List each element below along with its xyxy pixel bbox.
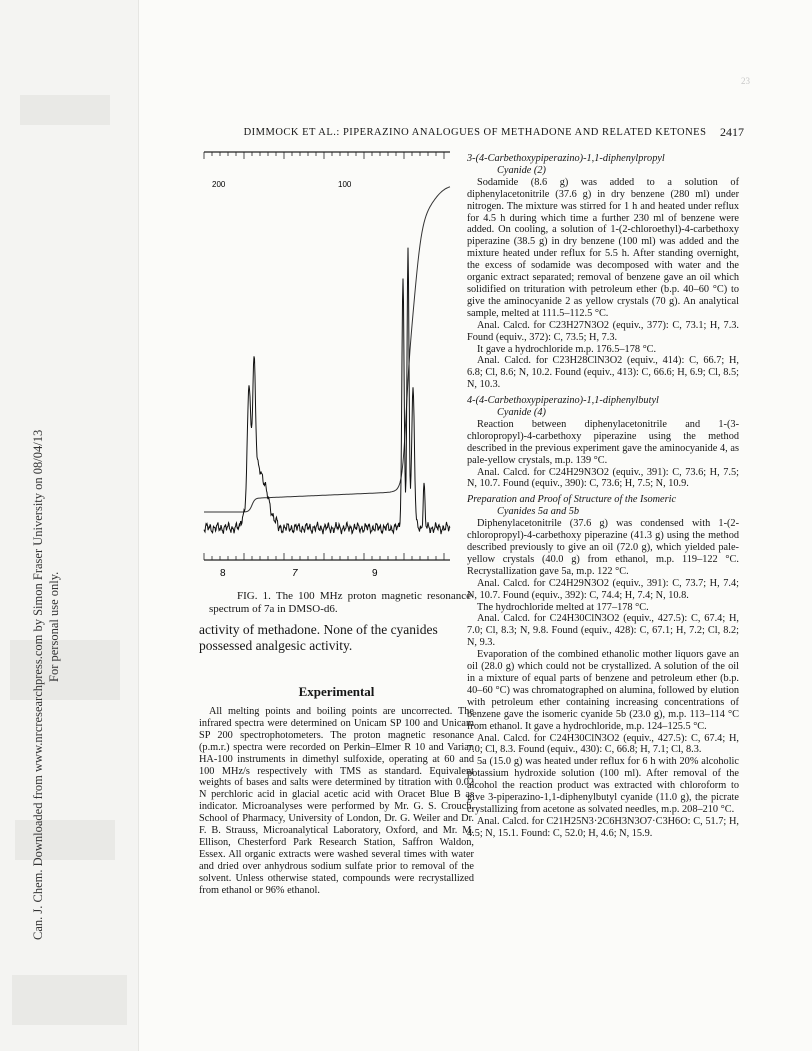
spectrum-trace [204,248,450,535]
corner-mark: 23 [741,76,750,86]
chemical-shift-axis [204,553,450,560]
cyanide-2-hydrochloride-analysis: Anal. Calcd. for C23H28ClN3O2 (equiv., 414): C, 66.7; H, 6.8; Cl, 8.6; N, 10.2. Found (equiv., 413): C, 66.6; H, 6.9; Cl, 8.5; N, 10.3. [467,355,739,391]
picrate-analysis: Anal. Calcd. for C21H25N3·2C6H3N3O7·C3H6O: C, 51.7; H, 4.5; N, 15.1. Found: C, 52.0; H, 4.6; N, 15.9. [467,815,739,839]
personal-use-line: For personal use only. [47,571,61,682]
top-scale-label-100: 100 [338,180,352,189]
isomer-5b-analysis: Anal. Calcd. for C24H30ClN3O2 (equiv., 427.5): C, 67.4; H, 7.0; Cl, 8.3. Found (equiv., 430): C, 66.8; H, 7.1; Cl, 8.3. [467,732,739,756]
isomer-5a-hydrochloride: The hydrochloride melted at 177–178 °C. [477,601,649,613]
tau-axis-label-9: 9 [372,568,378,579]
top-scale-label-200: 200 [212,180,226,189]
hydrolysis-procedure: 5a (15.0 g) was heated under reflux for 6 h with 20% alcoholic potassium hydroxide solution (100 ml). After removal of the alcohol the reaction product was extracted with chloroform to give 3-piperazino-1,1-diphenylbutyl cyanide (11.0 g), the picrate crystallizing from acetone as solvated needles, m.p. 208–210 °C. [467,756,739,815]
section-title-cyanide-4-a: 4-(4-Carbethoxypiperazino)-1,1-diphenylbutyl [467,395,659,407]
cyanide-2-procedure: Sodamide (8.6 g) was added to a solution of diphenylacetonitrile (37.6 g) in dry benzene (280 ml) under nitrogen. The mixture was stirred for 1 h and heated under reflux for 4.5 h during which time a further 230 ml of benzene were added. On cooling, a solution of 1-(2-chloroethyl)-4-carbethoxy piperazine (38.5 g) in dry benzene (100 ml) was added and the mixture heated under reflux for 5.5 h. After standing overnight, the excess of sodamide was decomposed with water and the organic extract separated; removal of benzene gave an oil which solidified on trituration with petroleum ether (b.p. 40–60 °C) to give the aminocyanide 2 as yellow crystals (70 g). An analytical sample, melted at 111.5–112.5 °C. [467,176,739,319]
right-column [467,153,739,840]
section-title-isomers-b: Cyanides 5a and 5b [497,506,580,518]
isomer-5a-hydrochloride-analysis: Anal. Calcd. for C24H30ClN3O2 (equiv., 427.5): C, 67.4; H, 7.0; Cl, 8.3; N, 9.8. Found (equiv., 428): C, 67.1; H, 7.2; Cl, 8.2; N, 9.3. [467,613,739,649]
running-title: DIMMOCK ET AL.: PIPERAZINO ANALOGUES OF METHADONE AND RELATED KETONES [243,127,707,138]
experimental-paragraph: All melting points and boiling points are uncorrected. The infrared spectra were determined on Unicam SP 100 and Unicam SP 200 spectrophotometers. The proton magnetic resonance (p.m.r.) spectra were recorded on Perkin–Elmer R 10 and Varian HA-100 instruments in dimethyl sulfoxide, operating at 60 and 100 MHz/s respectively with TMS as standard. Equivalent weights of bases and salts were determined by titration with 0.02 N perchloric acid in glacial acetic acid with Oracet Blue B as indicator. Microanalyses were performed by Mr. G. S. Crouch, School of Pharmacy, University of London, Dr. G. Weiler and Dr. F. B. Strauss, Microanalytical Laboratory, Oxford, and Mr. M. Ellison, Chesterford Park Research Station, Saffron Waldon, Essex. All organic extracts were washed several times with water and dried over anhydrous sodium sulfate prior to removal of the solvent. Unless otherwise stated, compounds were recrystallized from ethanol or 96% ethanol. [199,706,474,896]
tau-axis-label-7: 7 [292,568,298,579]
isomer-5a-analysis: Anal. Calcd. for C24H29N3O2 (equiv., 391): C, 73.7; H, 7.4; N, 10.7. Found (equiv., 392): C, 74.4; H, 7.4; N, 10.8. [467,577,739,601]
cyanide-2-hydrochloride: It gave a hydrochloride m.p. 176.5–178 °C. [477,343,657,355]
integral-curve [204,187,450,512]
intro-tail-text: activity of methadone. None of the cyanides possessed analgesic activity. [199,622,438,653]
isomer-5b-procedure: Evaporation of the combined ethanolic mother liquors gave an oil (28.0 g) which could not be crystallized. A solution of the oil in a mixture of equal parts of benzene and petroleum ether (b.p. 40–60 °C) was chromatographed on alumina, followed by elution with petroleum ether containing increasing concentrations of benzene gave the isomeric cyanide 5b (23.0 g), m.p. 113–114 °C from ethanol. It gave a hydrochloride, m.p. 124–125.5 °C. [467,649,739,732]
isomers-procedure: Diphenylacetonitrile (37.6 g) was condensed with 1-(2-chloropropyl)-4-carbethoxy piperazine (41.3 g) using the method described previously to give an oil (72.0 g), which yielded pale-yellow crystals (40.0 g) from ethanol, m.p. 119–122 °C. Recrystallization gave 5a, m.p. 122 °C. [467,518,739,577]
section-title-cyanide-4-b: Cyanide (4) [497,407,546,419]
experimental-heading: Experimental [298,684,375,699]
section-title-cyanide-2-b: Cyanide (2) [497,164,546,176]
download-notice [30,430,62,940]
top-frequency-scale [204,152,450,159]
section-title-isomers-a: Preparation and Proof of Structure of the Isomeric [467,494,677,506]
download-source-line: Can. J. Chem. Downloaded from www.nrcresearchpress.com by Simon Fraser University on 08/04/13 [31,429,45,940]
cyanide-4-analysis: Anal. Calcd. for C24H29N3O2 (equiv., 391): C, 73.6; H, 7.5; N, 10.7. Found (equiv., 390): C, 73.6; H, 7.5; N, 10.9. [467,466,739,490]
cyanide-2-analysis: Anal. Calcd. for C23H27N3O2 (equiv., 377): C, 73.1; H, 7.3. Found (equiv., 372): C, 73.5; H, 7.3. [467,319,739,343]
nmr-spectrum-chart [200,140,470,580]
figure-caption: FIG. 1. The 100 MHz proton magnetic resonance spectrum of 7a in DMSO-d6. [209,590,471,615]
cyanide-4-procedure: Reaction between diphenylacetonitrile and 1-(3-chloropropyl)-4-carbethoxy piperazine using the method described in the previous experiment gave the aminocyanide 4, as pale-yellow crystals, m.p. 139 °C. [467,418,739,466]
page-number: 2417 [720,125,744,139]
section-title-cyanide-2-a: 3-(4-Carbethoxypiperazino)-1,1-diphenylpropyl [467,153,665,164]
tau-axis-label-8: 8 [220,568,226,579]
download-sidebar [0,0,139,1051]
